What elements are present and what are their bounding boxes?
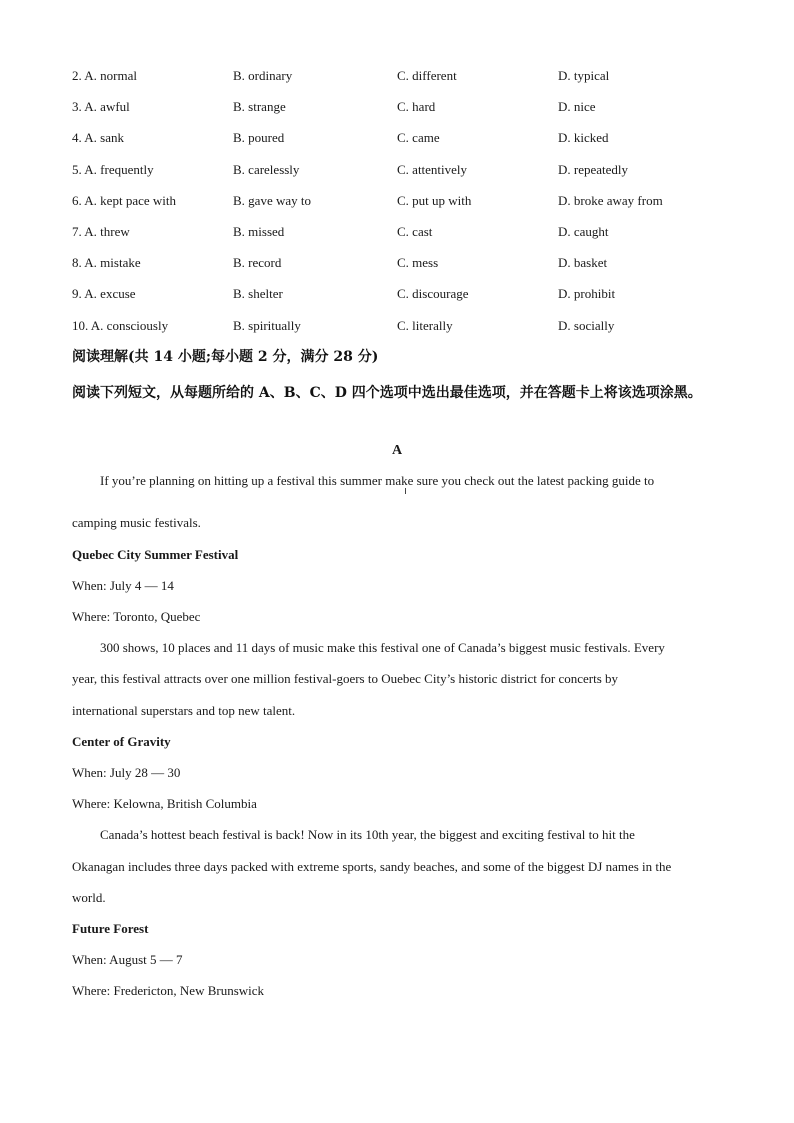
option-row	[72, 222, 732, 253]
festival-where: Where: Kelowna, British Columbia	[72, 796, 257, 811]
festival-name: Future Forest	[72, 921, 149, 936]
option-a: 6. A. kept pace with	[72, 192, 176, 208]
option-c: C. literally	[397, 317, 453, 333]
festival-description-line: year, this festival attracts over one million festival-goers to Ouebec City’s historic district for concerts by	[72, 671, 619, 686]
festival-description-line: 300 shows, 10 places and 11 days of music make this festival one of Canada’s biggest music festivals. Every	[100, 640, 665, 655]
festival-description-line: Canada’s hottest beach festival is back! Now in its 10th year, the biggest and exciting festival to hit the	[100, 827, 635, 842]
festival-when: When: July 28 — 30	[72, 765, 181, 780]
festival-name: Quebec City Summer Festival	[72, 547, 239, 562]
option-b: B. shelter	[233, 286, 283, 302]
section-instruction: 阅读下列短文，从每题所给的 A、B、C、D 四个选项中选出最佳选项，并在答题卡上将该选项涂黑。	[72, 385, 702, 401]
passage-intro-line: If you’re planning on hitting up a festival this summer make sure you check out the latest packing guide to	[100, 473, 655, 488]
option-a: 2. A. normal	[72, 68, 138, 83]
option-b: B. record	[233, 255, 282, 271]
option-c: C. came	[397, 130, 440, 146]
section-title: 阅读理解(共 14 小题;每小题 2 分，满分 28 分)	[72, 349, 379, 365]
festival-name: Center of Gravity	[72, 734, 171, 749]
option-c: C. discourage	[397, 286, 469, 302]
festival-when: When: July 4 — 14	[72, 578, 174, 593]
option-c: C. different	[397, 68, 457, 83]
option-row	[72, 284, 732, 315]
option-c: C. attentively	[397, 161, 468, 177]
option-a: 8. A. mistake	[72, 255, 141, 271]
option-a: 9. A. excuse	[72, 286, 136, 302]
comma-mark	[405, 488, 406, 494]
option-b: B. strange	[233, 99, 286, 115]
option-d: D. nice	[558, 99, 596, 115]
option-d: D. prohibit	[558, 286, 616, 302]
option-a: 5. A. frequently	[72, 161, 154, 177]
festival-where: Where: Toronto, Quebec	[72, 609, 201, 624]
passage-intro-line: camping music festivals.	[72, 515, 201, 530]
option-a: 7. A. threw	[72, 223, 130, 239]
option-b: B. ordinary	[233, 68, 293, 83]
answer-options-table	[72, 66, 732, 347]
option-d: D. socially	[558, 317, 615, 333]
option-b: B. poured	[233, 130, 285, 146]
option-row	[72, 128, 732, 159]
festival-where: Where: Fredericton, New Brunswick	[72, 983, 265, 998]
option-c: C. put up with	[397, 192, 472, 208]
festival-when: When: August 5 — 7	[72, 952, 183, 967]
festival-description-line: world.	[72, 890, 106, 905]
option-row	[72, 66, 732, 97]
option-row	[72, 191, 732, 222]
option-row	[72, 316, 732, 347]
option-d: D. basket	[558, 255, 608, 271]
option-a: 4. A. sank	[72, 130, 125, 146]
option-a: 3. A. awful	[72, 99, 130, 115]
option-b: B. spiritually	[233, 317, 301, 333]
option-b: B. gave way to	[233, 192, 311, 208]
option-d: D. broke away from	[558, 192, 663, 208]
option-d: D. kicked	[558, 130, 609, 146]
passage-letter: A	[391, 443, 403, 458]
option-a: 10. A. consciously	[72, 317, 169, 333]
option-c: C. mess	[397, 255, 439, 271]
option-d: D. typical	[558, 68, 610, 83]
option-b: B. carelessly	[233, 161, 300, 177]
option-row	[72, 160, 732, 191]
option-c: C. hard	[397, 99, 436, 115]
option-d: D. caught	[558, 223, 609, 239]
option-b: B. missed	[233, 223, 285, 239]
festival-description-line: international superstars and top new talent.	[72, 703, 296, 718]
option-d: D. repeatedly	[558, 161, 629, 177]
festival-description-line: Okanagan includes three days packed with extreme sports, sandy beaches, and some of the biggest DJ names in the	[72, 859, 672, 874]
option-c: C. cast	[397, 223, 433, 239]
option-row	[72, 253, 732, 284]
option-row	[72, 97, 732, 128]
